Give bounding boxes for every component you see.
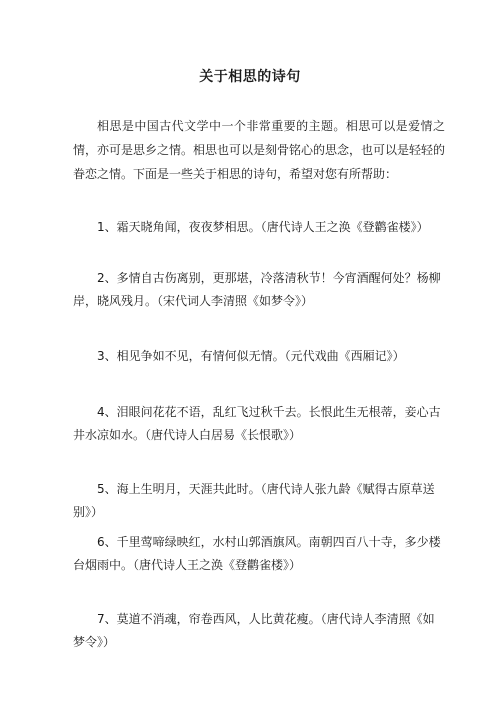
- intro-paragraph: 相思是中国古代文学中一个非常重要的主题。相思可以是爱情之情，亦可是思乡之情。相思也可以是刻骨铭心的思念，也可以是轻轻的眷恋之情。下面是一些关于相思的诗句，希望对您有所帮助：: [73, 119, 446, 181]
- poem-item: 5、海上生明月，天涯共此时。（唐代诗人张九龄《赋得古原草送别》）: [73, 482, 435, 519]
- poem-item: 6、千里莺啼绿映红，水村山郭酒旗风。南朝四百八十寺，多少楼台烟雨中。（唐代诗人王之涣《登鹳雀楼》）: [73, 535, 441, 572]
- poem-item: 2、多情自古伤离别，更那堪，冷落清秋节！今宵酒醒何处？杨柳岸，晓风残月。（宋代词人李清照《如梦令》）: [73, 271, 441, 308]
- poem-item: 7、莫道不消魂，帘卷西风，人比黄花瘦。（唐代诗人李清照《如梦令》）: [73, 612, 435, 649]
- document-title: 关于相思的诗句: [199, 69, 301, 85]
- poem-item: 3、相见争如不见，有情何似无情。（元代戏曲《西厢记》）: [97, 349, 405, 363]
- poem-item: 4、泪眼问花花不语，乱红飞过秋千去。长恨此生无根蒂，妾心古井水凉如水。（唐代诗人白居易《长恨歌》）: [73, 405, 441, 442]
- poem-item: 1、霜天晓角闻，夜夜梦相思。（唐代诗人王之涣《登鹳雀楼》）: [97, 220, 429, 234]
